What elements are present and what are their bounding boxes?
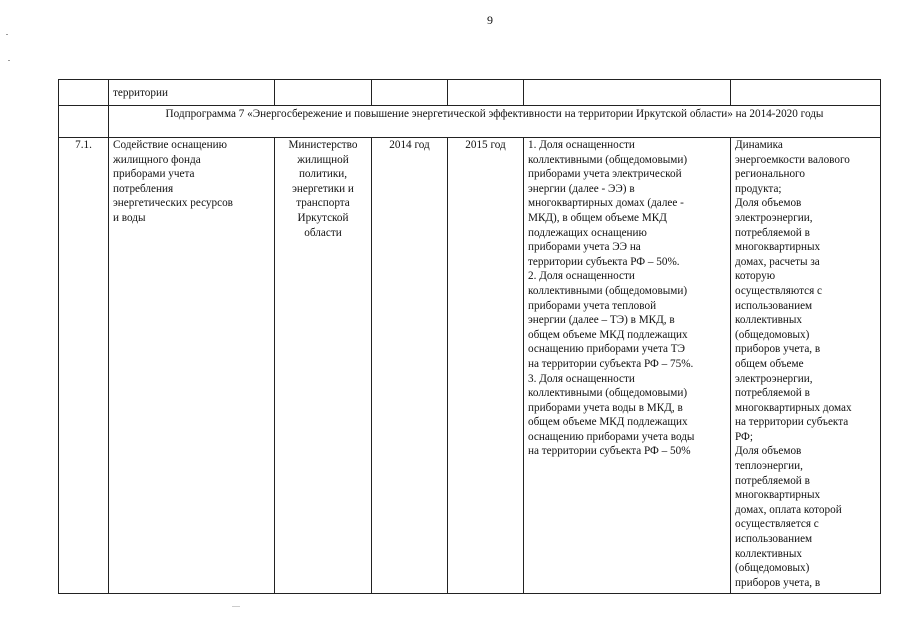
- cell-start-year: [372, 138, 448, 594]
- scan-speck: [8, 60, 10, 61]
- end-year-text: 2015 год: [465, 139, 506, 151]
- result-item: 2. Доля оснащенности коллективными (общедомовыми) приборами учета тепловой энергии (далее – ТЭ) в МКД, в общем объеме МКД подлежащих оснащению приборами учета ТЭ на территории субъекта РФ – 75%.: [528, 270, 694, 370]
- indicator-item: Динамика энергоемкости валового регионального продукта;: [735, 139, 850, 195]
- scan-mark: [232, 606, 240, 607]
- measure-number: 7.1.: [59, 138, 109, 594]
- table-row-measure: [59, 138, 881, 594]
- cell-indicators: [731, 80, 881, 106]
- cell-end-year: [448, 138, 524, 594]
- measures-table: [58, 79, 881, 594]
- measure-fragment-text: территории: [113, 87, 168, 100]
- cell-start-year: [372, 80, 448, 106]
- result-item: 3. Доля оснащенности коллективными (общедомовыми) приборами учета воды в МКД, в общем объеме МКД подлежащих оснащению приборами учета воды на территории субъекта РФ – 50%: [528, 372, 695, 458]
- cell-indicators: [731, 138, 881, 594]
- page-number: 9: [487, 13, 493, 27]
- indicator-item: Доля объемов теплоэнергии, потребляемой в многоквартирных домах, оплата которой осуществляется с использованием коллективных (общедомовых) приборов учета, в: [735, 445, 842, 589]
- result-item: 1. Доля оснащенности коллективными (общедомовыми) приборами учета электрической энергии (далее - ЭЭ) в многоквартирных домах (далее - МКД), в общем объеме МКД подлежащих оснащению приборами учета ЭЭ на территории субъекта РФ – 50%.: [528, 139, 688, 268]
- cell-executor: [275, 138, 372, 594]
- cell-end-year: [448, 80, 524, 106]
- cell-number: [59, 80, 109, 106]
- cell-measure-fragment: [109, 80, 275, 106]
- cell-number: [59, 106, 109, 138]
- start-year-text: 2014 год: [389, 139, 430, 151]
- indicator-item: Доля объемов электроэнергии, потребляемой в многоквартирных домах, расчеты за которую осуществляются с использованием коллективных (общедомовых) приборов учета, в общем объеме электроэнергии, потребляемой в многоквартирных домах на территории субъекта РФ;: [735, 197, 852, 443]
- executor-text: Министерство жилищной политики, энергетики и транспорта Иркутской области: [288, 139, 358, 239]
- cell-results: [524, 80, 731, 106]
- cell-executor: [275, 80, 372, 106]
- table-row-subprogram: [59, 106, 881, 138]
- measure-text: Содействие оснащению жилищного фонда приборами учета потребления энергетических ресурсов и воды: [113, 139, 233, 224]
- cell-results: [524, 138, 731, 594]
- subprogram-title: Подпрограмма 7 «Энергосбережение и повышение энергетической эффективности на территории Иркутской области» на 2014-2020 годы: [109, 106, 881, 138]
- table-row-continuation: [59, 80, 881, 106]
- scan-speck: [6, 34, 8, 35]
- cell-measure: [109, 138, 275, 594]
